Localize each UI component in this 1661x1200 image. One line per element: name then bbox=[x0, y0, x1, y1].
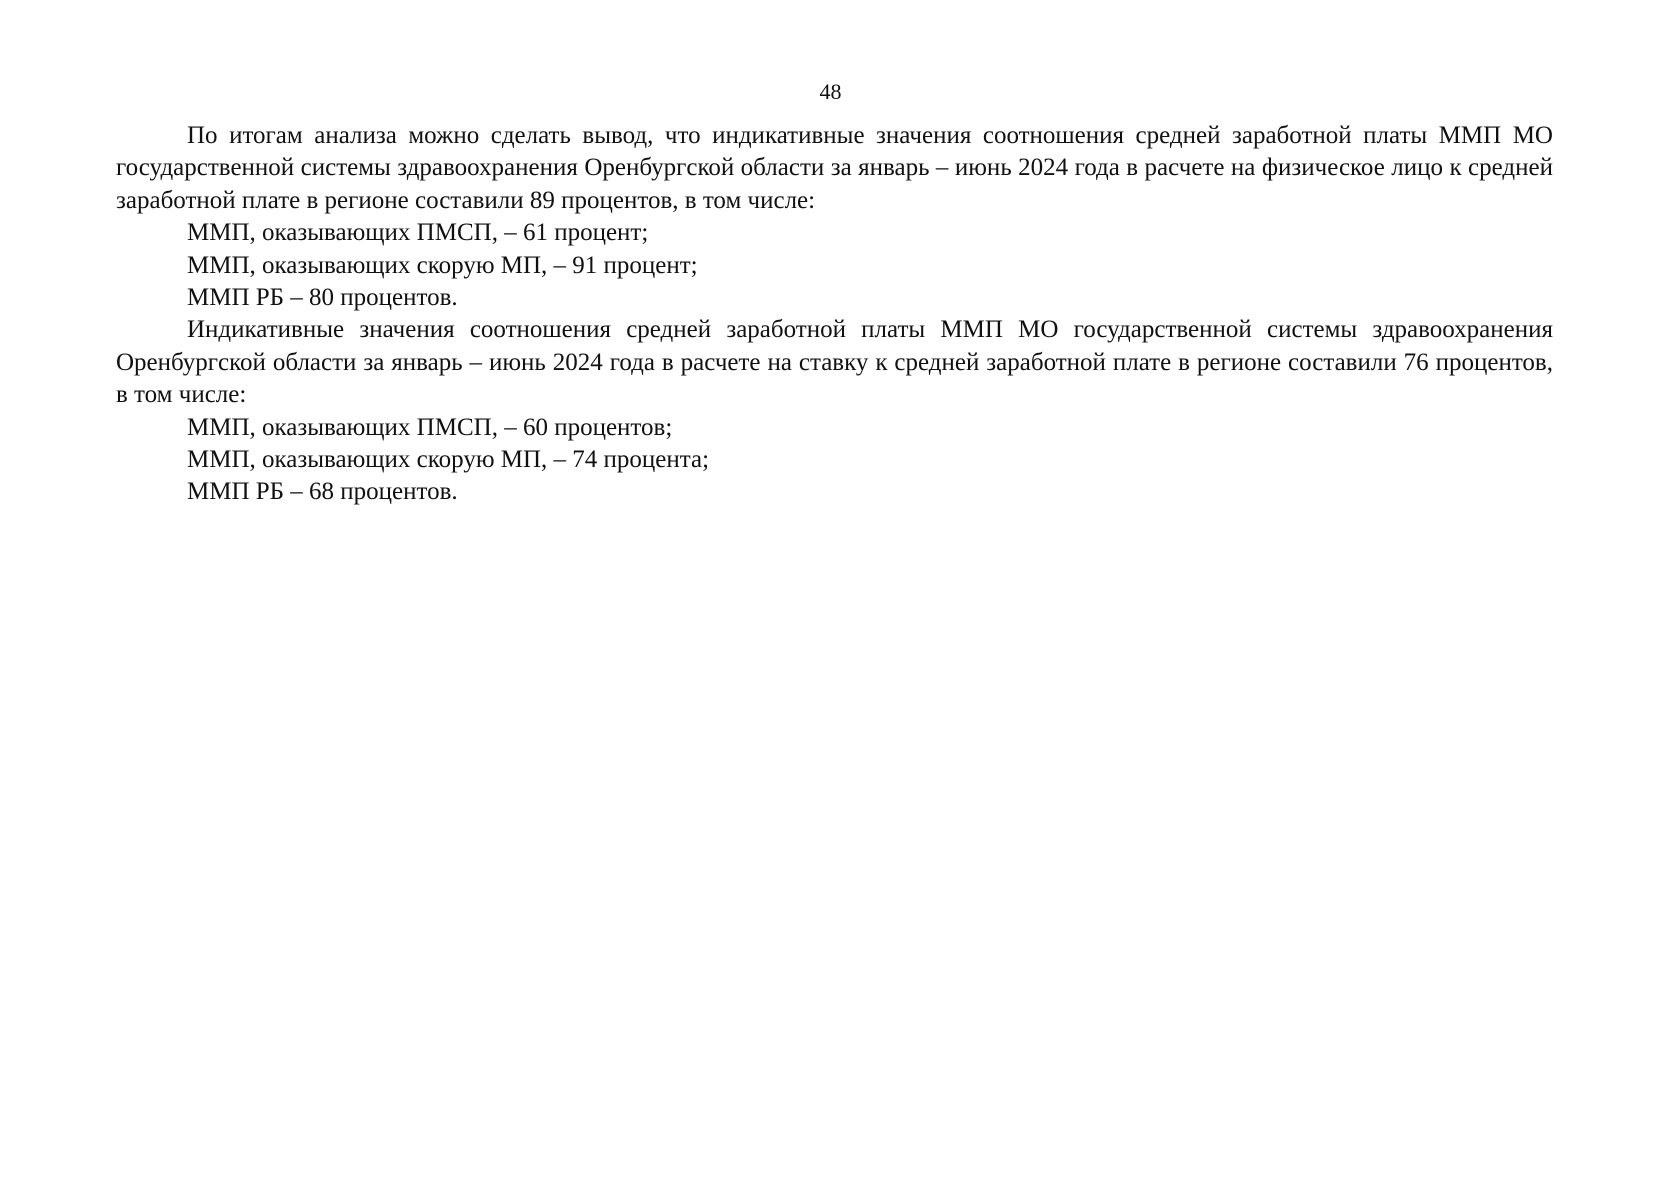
paragraph-per-person: По итогам анализа можно сделать вывод, что индикативные значения соотношения средней заработной платы ММП МО государственной системы здравоохранения Оренбургской области за январь – июнь 2024 года в расчете на физическое лицо к средней заработной плате в регионе составили 89 процентов, в том числе: bbox=[116, 122, 1553, 214]
list-item: ММП РБ – 68 процентов. bbox=[187, 478, 458, 506]
list-item: ММП, оказывающих ПМСП, – 61 процент; bbox=[187, 219, 649, 247]
list-item: ММП, оказывающих ПМСП, – 60 процентов; bbox=[187, 413, 673, 441]
list-item: ММП, оказывающих скорую МП, – 74 процента; bbox=[187, 446, 710, 474]
page-number: 48 bbox=[819, 79, 842, 104]
list-item: ММП РБ – 80 процентов. bbox=[187, 284, 458, 312]
document-body bbox=[116, 120, 1553, 509]
list-item: ММП, оказывающих скорую МП, – 91 процент; bbox=[187, 251, 698, 279]
paragraph-per-rate: Индикативные значения соотношения средней заработной платы ММП МО государственной системы здравоохранения Оренбургской области за январь – июнь 2024 года в расчете на ставку к средней заработной плате в регионе составили 76 процентов, в том числе: bbox=[116, 316, 1553, 409]
